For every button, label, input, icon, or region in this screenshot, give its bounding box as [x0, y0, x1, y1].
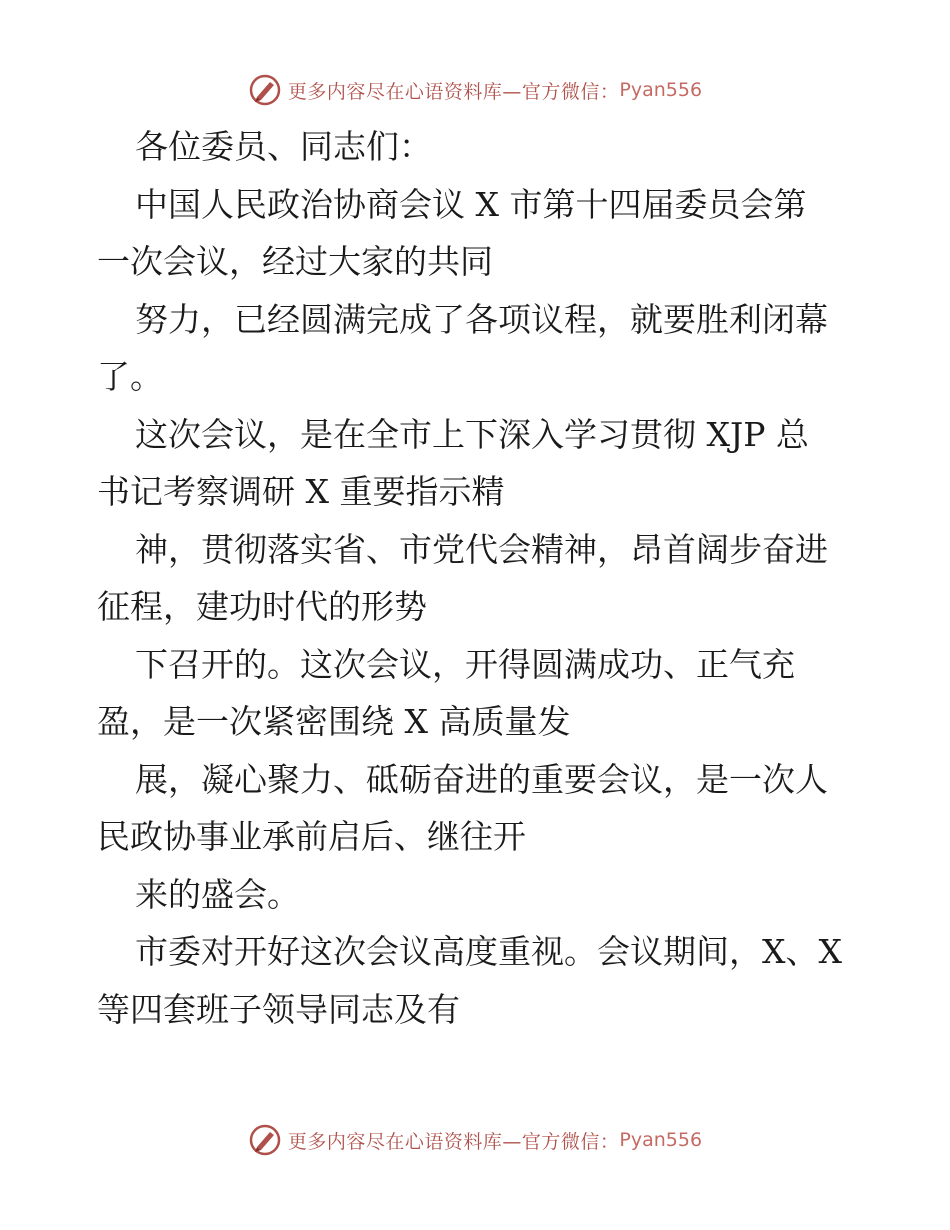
paragraph: [97, 751, 857, 866]
line: 一次会议，经过大家的共同: [97, 242, 493, 281]
watermark-text: 更多内容尽在心语资料库—官方微信：: [287, 80, 620, 103]
line: 展，凝心聚力、砥砺奋进的重要会议，是一次人: [135, 759, 828, 799]
line: 等四套班子领导同志及有: [97, 989, 460, 1029]
line: 下召开的。这次会议，开得圆满成功、正气充: [135, 644, 795, 684]
line: 这次会议，是在全市上下深入学习贯彻 XJP 总: [135, 414, 809, 454]
line: 书记考察调研 X 重要指示精: [97, 472, 505, 511]
document-body: [97, 118, 857, 1038]
red-seal-pen-icon: [248, 73, 282, 107]
red-seal-pen-icon: [248, 1123, 282, 1157]
paragraph: [97, 866, 857, 924]
watermark-contact: Pyan556: [619, 79, 703, 101]
paragraph: [97, 176, 857, 291]
line: 各位委员、同志们：: [135, 127, 432, 166]
paragraph: [97, 291, 857, 406]
header-watermark: [0, 70, 950, 110]
line: 中国人民政治协商会议 X 市第十四届委员会第: [135, 184, 807, 224]
line: 神，贯彻落实省、市党代会精神，昂首阔步奋进: [135, 529, 828, 569]
line: 了。: [97, 357, 163, 396]
paragraph: [97, 923, 857, 1038]
line: 盈，是一次紧密围绕 X 高质量发: [97, 702, 571, 741]
line: 努力，已经圆满完成了各项议程，就要胜利闭幕: [135, 299, 828, 339]
watermark-contact: Pyan556: [619, 1129, 703, 1151]
paragraph: [97, 406, 857, 521]
paragraph: [97, 521, 857, 636]
watermark-text: 更多内容尽在心语资料库—官方微信：: [287, 1130, 620, 1153]
footer-watermark: [0, 1120, 950, 1160]
line: 征程，建功时代的形势: [97, 587, 427, 626]
paragraph: [97, 118, 857, 176]
line: 民政协事业承前启后、继往开: [97, 817, 526, 856]
line: 市委对开好这次会议高度重视。会议期间，X、X: [135, 932, 842, 971]
line: 来的盛会。: [135, 874, 300, 914]
paragraph: [97, 636, 857, 751]
